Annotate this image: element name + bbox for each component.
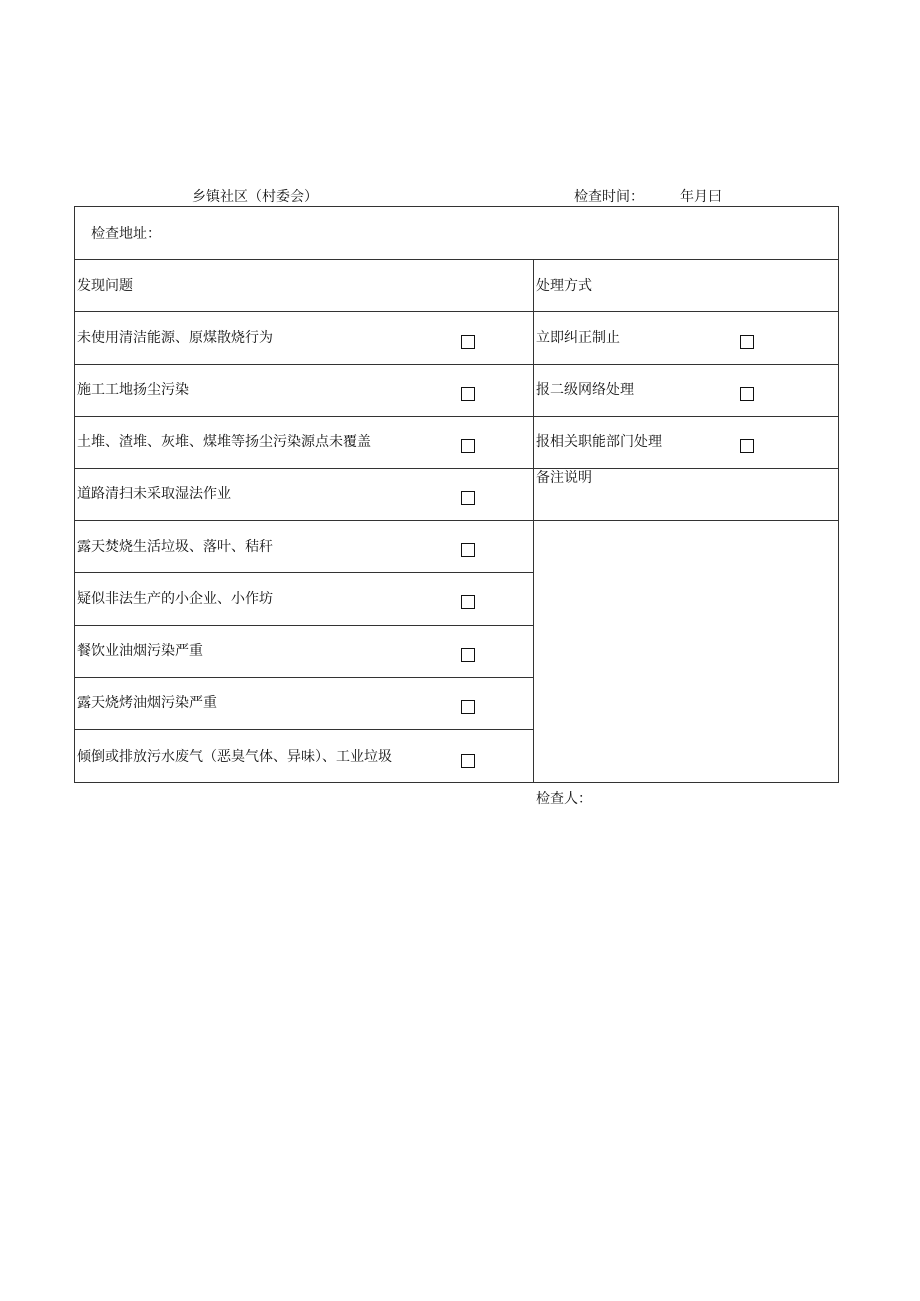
address-label: 检查地址：	[91, 226, 161, 242]
row-divider	[75, 259, 839, 260]
inspector-label: 检查人：	[536, 791, 592, 807]
township-label: 乡镇社区（村委会）	[192, 189, 318, 205]
handling-label: 报二级网络处理	[536, 382, 634, 398]
remarks-field[interactable]	[536, 521, 836, 781]
problem-label: 未使用清洁能源、原煤散烧行为	[77, 330, 273, 346]
row-divider	[75, 311, 839, 312]
problem-checkbox[interactable]	[461, 700, 475, 714]
inspection-time	[574, 186, 722, 206]
problem-checkbox[interactable]	[461, 595, 475, 609]
problem-label: 施工工地扬尘污染	[77, 382, 189, 398]
row-divider	[75, 364, 839, 365]
problem-label: 露天烧烤油烟污染严重	[77, 695, 217, 711]
problem-checkbox[interactable]	[461, 439, 475, 453]
row-divider	[75, 468, 839, 469]
problem-label: 餐饮业油烟污染严重	[77, 643, 203, 659]
row-divider	[75, 416, 839, 417]
problem-checkbox[interactable]	[461, 648, 475, 662]
column-divider	[533, 259, 534, 783]
remarks-label: 备注说明	[536, 470, 592, 486]
problem-label: 道路清扫未采取湿法作业	[77, 486, 231, 502]
problem-label: 土堆、渣堆、灰堆、煤堆等扬尘污染源点未覆盖	[77, 434, 371, 450]
handling-header: 处理方式	[536, 278, 592, 294]
problem-checkbox[interactable]	[461, 543, 475, 557]
inspection-time-label: 检查时间：	[574, 189, 644, 205]
problem-label: 露天焚烧生活垃圾、落叶、秸秆	[77, 539, 273, 555]
problem-label: 倾倒或排放污水废气（恶臭气体、异味）、工业垃圾	[77, 749, 392, 765]
handling-checkbox[interactable]	[740, 387, 754, 401]
problem-checkbox[interactable]	[461, 387, 475, 401]
problem-checkbox[interactable]	[461, 335, 475, 349]
row-divider	[75, 729, 533, 730]
handling-label: 立即纠正制止	[536, 330, 620, 346]
problem-checkbox[interactable]	[461, 754, 475, 768]
row-divider	[75, 572, 533, 573]
handling-label: 报相关职能部门处理	[536, 434, 662, 450]
handling-checkbox[interactable]	[740, 335, 754, 349]
inspection-date-field[interactable]: 年月曰	[680, 189, 722, 205]
row-divider	[75, 677, 533, 678]
inspection-form	[74, 206, 839, 783]
problems-header: 发现问题	[77, 278, 133, 294]
handling-checkbox[interactable]	[740, 439, 754, 453]
problem-checkbox[interactable]	[461, 491, 475, 505]
problem-label: 疑似非法生产的小企业、小作坊	[77, 591, 273, 607]
row-divider	[75, 625, 533, 626]
